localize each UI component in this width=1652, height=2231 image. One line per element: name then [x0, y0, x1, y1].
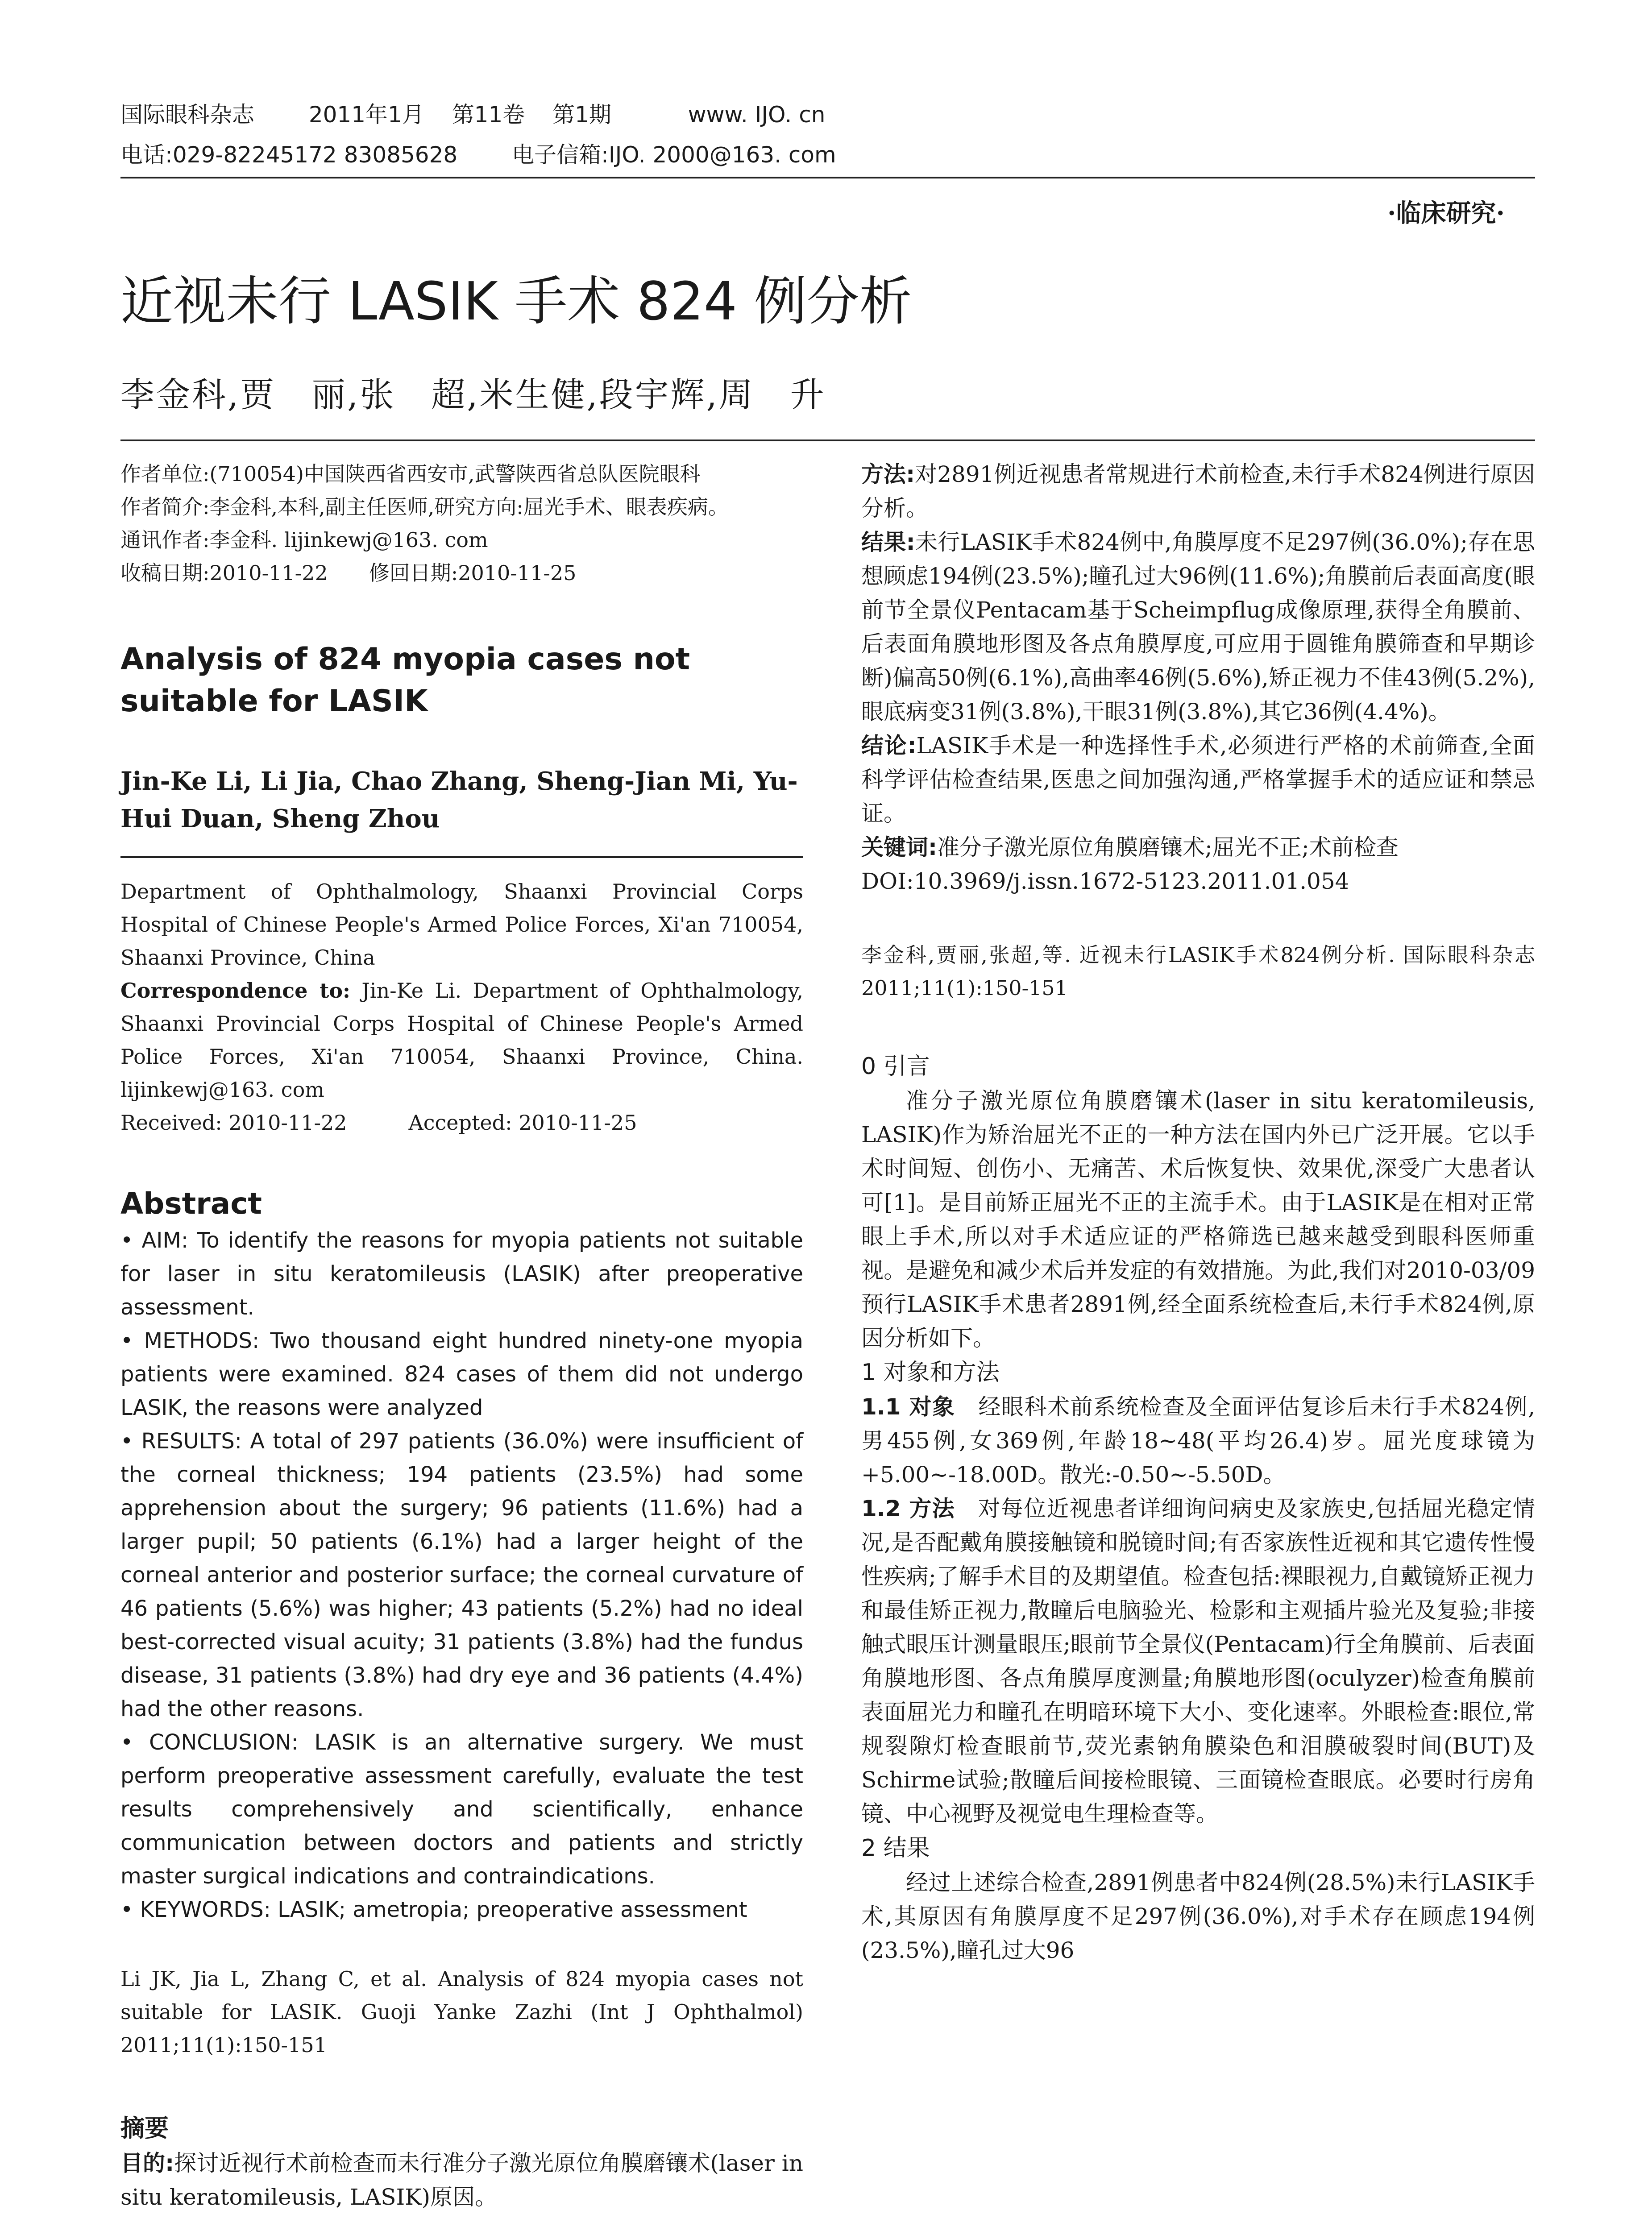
section-0-heading: 0 引言 [861, 1053, 930, 1080]
right-column [861, 457, 1535, 1967]
title-en: Analysis of 824 myopia cases not suitable for LASIK [120, 642, 690, 719]
header-rule [120, 177, 1535, 178]
journal-email: 电子信箱:IJO. 2000@163. com [512, 142, 836, 168]
section-tag: ·临床研究· [1387, 199, 1505, 228]
abstract-en-heading: Abstract [120, 1186, 262, 1221]
citation-cn: 李金科,贾丽,张超,等. 近视未行LASIK手术824例分析. 国际眼科杂志 2011;11(1):150-151 [861, 943, 1535, 1000]
section-1-1 [861, 1390, 1535, 1492]
journal-phone: 电话:029-82245172 83085628 [120, 142, 458, 168]
abstract-cn-method [861, 457, 1535, 525]
correspondence-label: Correspondence to: [120, 979, 350, 1003]
purpose-label: 目的: [120, 2150, 174, 2176]
keywords-text: 准分子激光原位角膜磨镶术;屈光不正;术前检查 [937, 834, 1399, 860]
affiliation-cn [120, 457, 803, 589]
article-body [861, 1049, 1535, 1967]
authors-en-rule [120, 856, 803, 858]
section-1-2-label: 1.2 方法 [861, 1496, 955, 1522]
abstract-cn-purpose [120, 2146, 803, 2214]
doi: DOI:10.3969/j.issn.1672-5123.2011.01.054 [861, 868, 1349, 894]
abstract-results: • RESULTS: A total of 297 patients (36.0%) were insufficient of the corneal thickness; 194 patients (23.5%) had some apprehension about the surgery; 96 patients (11.6%) had a larger pupil; 50 patients (6.1%) had a larger height of the corneal anterior and posterior surface; the corneal curvature of 46 patients (5.6%) was higher; 43 patients (5.2%) had no ideal best-corrected visual acuity; 31 patients (3.8%) had the fundus disease, 31 patients (3.8%) had dry eye and 36 patients (4.4%) had the other reasons. [120, 1429, 803, 1721]
title-rule [120, 440, 1535, 441]
conclusion-label: 结论: [861, 733, 917, 759]
section-1-heading: 1 对象和方法 [861, 1359, 1000, 1386]
correspondence-text: Jin-Ke Li. Department of Ophthalmology, Shaanxi Provincial Corps Hospital of Chinese People's Armed Police Forces, Xi'an 710054, Shaanxi Province, China. lijinkewj@163. com [120, 979, 803, 1102]
issue-date: 2011年1月 [308, 102, 424, 128]
journal-website: www. IJO. cn [688, 102, 826, 128]
section-1-2 [861, 1492, 1535, 1831]
authors-en: Jin-Ke Li, Li Jia, Chao Zhang, Sheng-Jian Mi, Yu-Hui Duan, Sheng Zhou [120, 767, 798, 834]
method-text: 对2891例近视患者常规进行术前检查,未行手术824例进行原因分析。 [861, 461, 1536, 521]
section-2-heading: 2 结果 [861, 1835, 930, 1862]
affil-en-correspondence [120, 974, 803, 1106]
section-0-text: 准分子激光原位角膜磨镶术(laser in situ keratomileusis, LASIK)作为矫治屈光不正的一种方法在国内外已广泛开展。它以手术时间短、创伤小、无痛苦、术后恢复快、效果优,深受广大患者认可[1]。是目前矫正屈光不正的主流手术。由于LASIK是在相对正常眼上手术,所以对手术适应证的严格筛选已越来越受到眼科医师重视。是避免和减少术后并发症的有效措施。为此,我们对2010-03/09预行LASIK手术患者2891例,经全面系统检查后,未行手术824例,原因分析如下。 [861, 1088, 1535, 1351]
affil-unit: 作者单位:(710054)中国陕西省西安市,武警陕西省总队医院眼科 [120, 462, 701, 486]
abstract-aim: • AIM: To identify the reasons for myopia patients not suitable for laser in situ keratomileusis (LASIK) after preoperative assessment. [120, 1228, 803, 1320]
abstract-methods: • METHODS: Two thousand eight hundred ninety-one myopia patients were examined. 824 cases of them did not undergo LASIK, the reasons were analyzed [120, 1328, 803, 1420]
abstract-cn-result [861, 525, 1535, 729]
section-1-1-label: 1.1 对象 [861, 1394, 955, 1420]
abstract-conclusion: • CONCLUSION: LASIK is an alternative surgery. We must perform preoperative assessment carefully, evaluate the test results comprehensively and scientifically, enhance communication between doctors and patients and strictly master surgical indications and contraindications. [120, 1730, 803, 1889]
affil-dates: 收稿日期:2010-11-22 修回日期:2010-11-25 [120, 561, 577, 585]
affil-author-intro: 作者简介:李金科,本科,副主任医师,研究方向:屈光手术、眼表疾病。 [120, 495, 729, 519]
section-2-text: 经过上述综合检查,2891例患者中824例(28.5%)未行LASIK手术,其原因有角膜厚度不足297例(36.0%),对手术存在顾虑194例(23.5%),瞳孔过大96 [861, 1870, 1535, 1963]
journal-header-line1 [120, 99, 825, 130]
method-label: 方法: [861, 461, 915, 487]
section-1-2-text: 对每位近视患者详细询问病史及家族史,包括屈光稳定情况,是否配戴角膜接触镜和脱镜时间;有否家族性近视和其它遗传性慢性疾病;了解手术目的及期望值。检查包括:裸眼视力,自戴镜矫正视力和最佳矫正视力,散瞳后电脑验光、检影和主观插片验光及复验;非接触式眼压计测量眼压;眼前节全景仪(Pentacam)行全角膜前、后表面角膜地形图、各点角膜厚度测量;角膜地形图(oculyzer)检查角膜前表面屈光力和瞳孔在明暗环境下大小、变化速率。外眼检查:眼位,常规裂隙灯检查眼前节,荧光素钠角膜染色和泪膜破裂时间(BUT)及Schirme试验;散瞳后间接检眼镜、三面镜检查眼底。必要时行房角镜、中心视野及视觉电生理检查等。 [861, 1496, 1535, 1827]
journal-name: 国际眼科杂志 [120, 102, 254, 128]
abstract-cn-conclusion [861, 729, 1535, 830]
left-column [120, 457, 803, 2214]
issue: 第1期 [552, 102, 611, 128]
citation-en: Li JK, Jia L, Zhang C, et al. Analysis of 824 myopia cases not suitable for LASIK. Guoji Yanke Zazhi (Int J Ophthalmol) 2011;11(1):150-151 [120, 1967, 803, 2057]
abstract-cn-keywords [861, 830, 1535, 864]
result-label: 结果: [861, 529, 915, 555]
purpose-text: 探讨近视行术前检查而未行准分子激光原位角膜磨镶术(laser in situ keratomileusis, LASIK)原因。 [120, 2150, 804, 2210]
abstract-cn-heading: 摘要 [120, 2114, 169, 2142]
journal-header-line2 [120, 139, 836, 170]
keywords-label: 关键词: [861, 834, 937, 860]
abstract-keywords: • KEYWORDS: LASIK; ametropia; preoperative assessment [120, 1897, 747, 1922]
result-text: 未行LASIK手术824例中,角膜厚度不足297例(36.0%);存在思想顾虑194例(23.5%);瞳孔过大96例(11.6%);角膜前后表面高度(眼前节全景仪Pentacam基于Scheimpflug成像原理,获得全角膜前、后表面角膜地形图及各点角膜厚度,可应用于圆锥角膜筛查和早期诊断)偏高50例(6.1%),高曲率46例(5.6%),矫正视力不佳43例(5.2%),眼底病变31例(3.8%),干眼31例(3.8%),其它36例(4.4%)。 [861, 529, 1535, 725]
affil-en-dept: Department of Ophthalmology, Shaanxi Provincial Corps Hospital of Chinese People's Armed Police Forces, Xi'an 710054, Shaanxi Province, China [120, 879, 803, 970]
section-1-1-text: 经眼科术前系统检查及全面评估复诊后未行手术824例,男455例,女369例,年龄18~48(平均26.4)岁。屈光度球镜为+5.00~-18.00D。散光:-0.50~-5.50D。 [861, 1394, 1536, 1488]
abstract-en-body [120, 1224, 803, 1927]
volume: 第11卷 [452, 102, 525, 128]
affil-corresponding: 通讯作者:李金科. lijinkewj@163. com [120, 528, 488, 552]
affiliation-en [120, 875, 803, 1139]
abstract-cn-body [861, 457, 1535, 898]
authors-cn: 李金科,贾 丽,张 超,米生健,段宇辉,周 升 [120, 375, 826, 415]
conclusion-text: LASIK手术是一种选择性手术,必须进行严格的术前筛查,全面科学评估检查结果,医患之间加强沟通,严格掌握手术的适应证和禁忌证。 [861, 733, 1535, 826]
affil-en-received: Received: 2010-11-22 Accepted: 2010-11-25 [120, 1111, 637, 1135]
title-cn: 近视未行 LASIK 手术 824 例分析 [120, 270, 912, 332]
